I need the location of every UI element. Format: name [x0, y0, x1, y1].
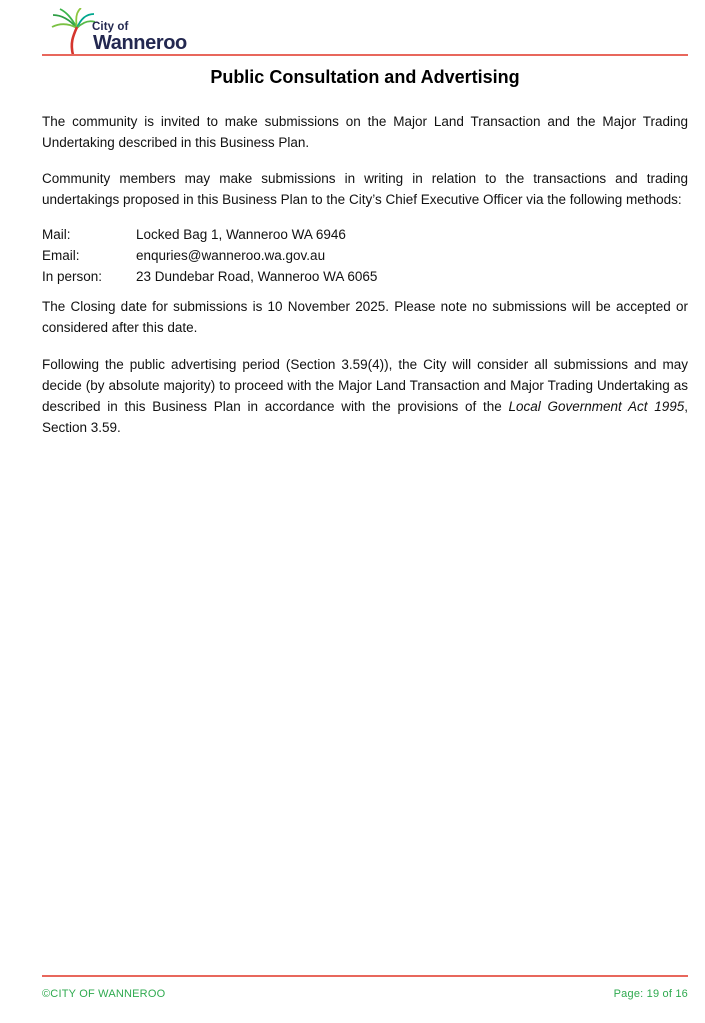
- document-content: [42, 0, 688, 438]
- logo-wanneroo: Wanneroo: [93, 32, 187, 54]
- contact-row-mail: [42, 224, 688, 245]
- paragraph-closing-date: The Closing date for submissions is 10 November 2025. Please note no submissions will be accepted or considered after this date.: [42, 299, 688, 335]
- contact-row-in-person: [42, 266, 688, 287]
- paragraph-methods-intro: Community members may make submissions in writing in relation to the transactions and trading undertakings proposed in this Business Plan to the City’s Chief Executive Officer via the following methods:: [42, 171, 688, 207]
- page-footer: [42, 988, 688, 1000]
- footer-page-number: Page: 19 of 16: [613, 988, 688, 1000]
- contact-label: Email:: [42, 248, 80, 263]
- contact-row-email: [42, 245, 688, 266]
- contact-value: 23 Dundebar Road, Wanneroo WA 6065: [136, 269, 378, 284]
- footer-divider: [42, 975, 688, 977]
- logo-city-of: City of: [92, 21, 129, 33]
- paragraph-final: [42, 354, 688, 438]
- page-title: Public Consultation and Advertising: [210, 67, 520, 87]
- act-name-italic: Local Government Act 1995: [508, 399, 685, 414]
- contact-value: Locked Bag 1, Wanneroo WA 6946: [136, 227, 346, 242]
- footer-copyright: ©CITY OF WANNEROO: [42, 988, 166, 1000]
- paragraph-intro: The community is invited to make submissions on the Major Land Transaction and the Major Trading Undertaking described in this Business Plan.: [42, 114, 688, 150]
- final-text-before: Following the public advertising period (Section 3.59(4)), the City will consider all submissions and may decide (by absolute majority) to proceed with the Major Land Transaction and Major Trading Undertaking as described in this Business Plan in accordance with the provisions of the: [42, 357, 688, 414]
- contact-methods-list: [42, 224, 688, 287]
- final-text-after: , Section 3.59.: [42, 399, 688, 435]
- contact-label: In person:: [42, 269, 103, 284]
- contact-value: enquries@wanneroo.wa.gov.au: [136, 248, 326, 263]
- contact-label: Mail:: [42, 227, 71, 242]
